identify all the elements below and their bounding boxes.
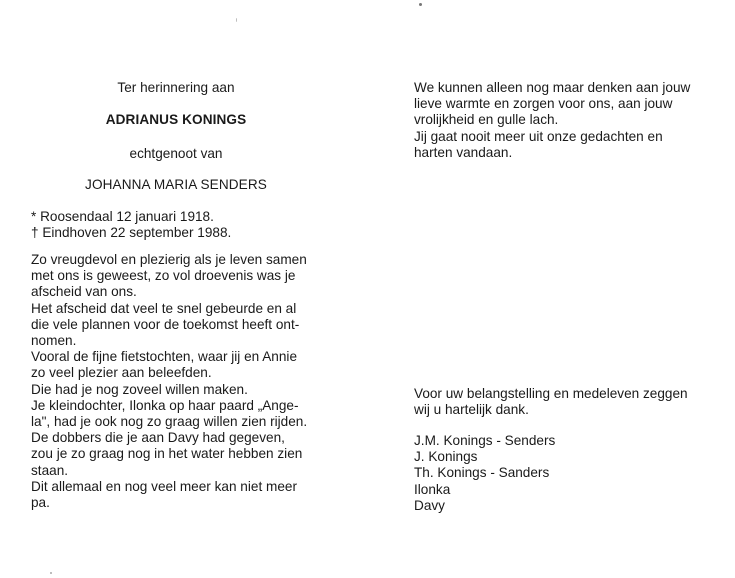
family-member: Ilonka — [414, 481, 451, 497]
poem-line: Dit allemaal en nog veel meer kan niet meer — [31, 478, 297, 494]
intro-text: Ter herinnering aan — [117, 80, 235, 95]
poem-line: Jij gaat nooit meer uit onze gedachten en — [414, 128, 663, 144]
thanks-line: wij u hartelijk dank. — [414, 402, 529, 418]
life-dates — [31, 209, 321, 241]
poem-line: met ons is geweest, zo vol droevenis was je — [31, 268, 296, 284]
poem-line: Die had je nog zoveel willen maken. — [31, 381, 248, 397]
poem-line: Het afscheid dat veel te snel gebeurde en al — [31, 300, 297, 316]
left-poem — [31, 252, 323, 511]
poem-line: Vooral de fijne fietstochten, waar jij en Annie — [31, 349, 298, 365]
family-member: J.M. Konings - Senders — [414, 433, 556, 448]
poem-line: staan. — [31, 462, 69, 478]
poem-line: We kunnen alleen nog maar denken aan jouw — [414, 80, 691, 95]
death-line: † Eindhoven 22 september 1988. — [31, 225, 232, 240]
print-speck — [236, 18, 237, 22]
family-list — [414, 433, 664, 514]
print-speck — [50, 572, 52, 574]
family-member: J. Konings — [414, 449, 478, 465]
family-member: Th. Konings - Sanders — [414, 465, 550, 481]
thanks-text — [414, 386, 719, 418]
poem-line: la", had je ook nog zo graag willen zien rijden. — [31, 414, 308, 430]
poem-line: pa. — [31, 495, 50, 511]
poem-line: vrolijkheid en gulle lach. — [414, 112, 559, 128]
relation-text: echtgenoot van — [129, 146, 223, 161]
poem-line: die vele plannen voor de toekomst heeft ont- — [31, 316, 300, 332]
poem-line: Zo vreugdevol en plezierig als je leven samen — [31, 252, 307, 267]
poem-line: nomen. — [31, 333, 77, 349]
thanks-line: Voor uw belangstelling en medeleven zeggen — [414, 386, 688, 401]
poem-line: lieve warmte en zorgen voor ons, aan jouw — [414, 96, 673, 112]
spouse-name: JOHANNA MARIA SENDERS — [85, 177, 267, 192]
poem-line: harten vandaan. — [414, 144, 513, 160]
poem-line: afscheid van ons. — [31, 284, 137, 300]
deceased-name: ADRIANUS KONINGS — [105, 112, 247, 127]
poem-line: Je kleindochter, Ilonka op haar paard „Ange- — [31, 397, 299, 413]
birth-line: * Roosendaal 12 januari 1918. — [31, 209, 214, 224]
poem-line: zo veel plezier aan beleefden. — [31, 365, 212, 381]
family-member: Davy — [414, 497, 445, 513]
poem-line: De dobbers die je aan Davy had gegeven, — [31, 430, 285, 446]
poem-line: zou je zo graag nog in het water hebben zien — [31, 446, 303, 462]
print-speck — [419, 3, 422, 6]
right-poem — [414, 80, 719, 161]
